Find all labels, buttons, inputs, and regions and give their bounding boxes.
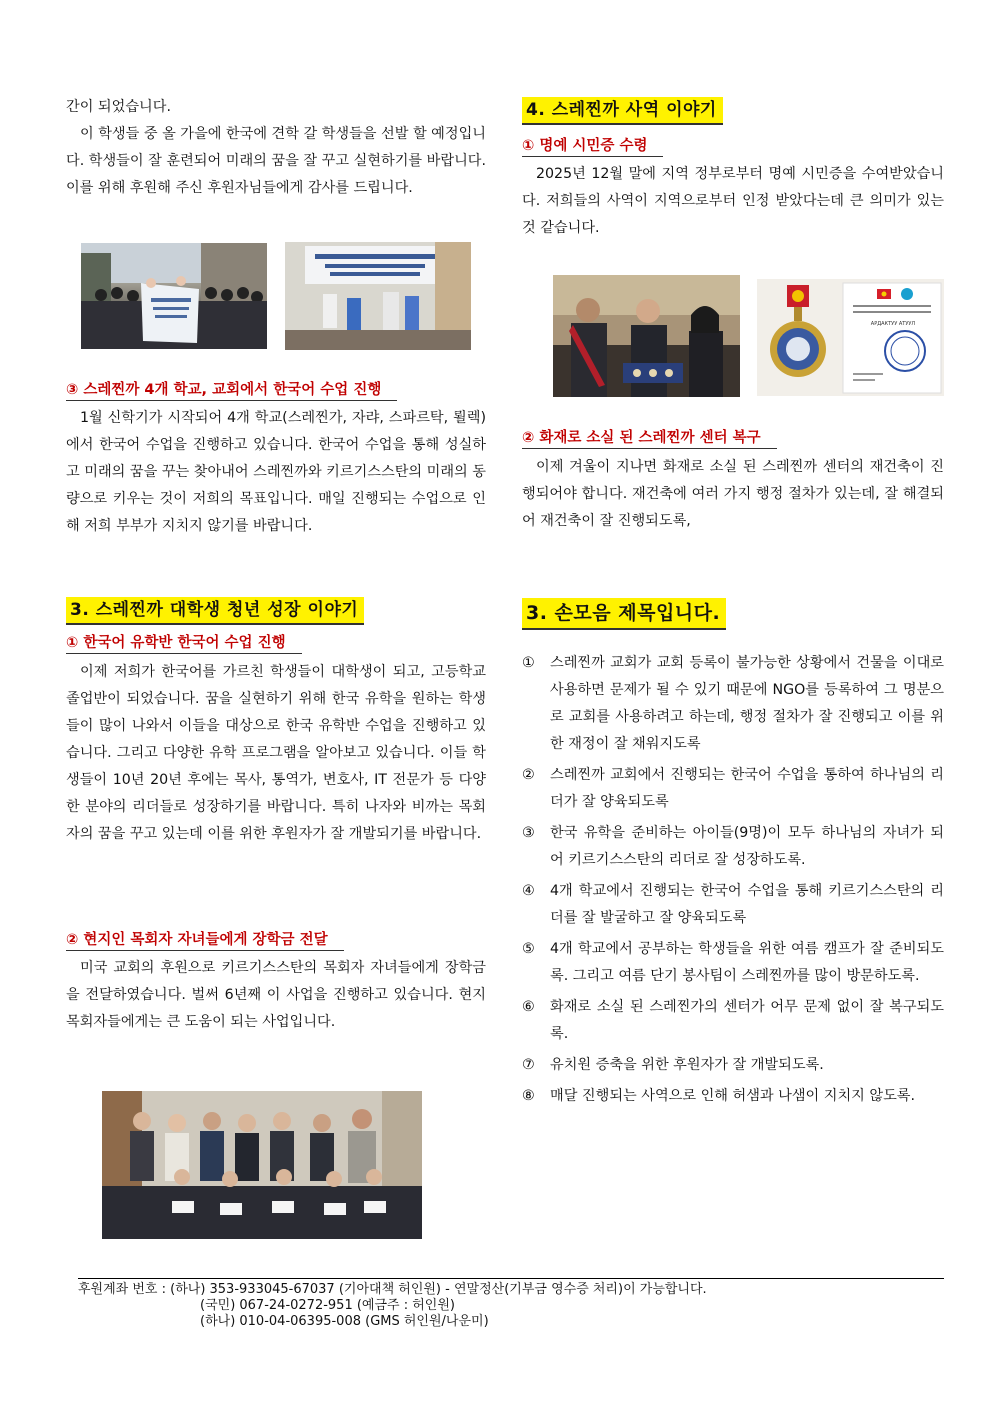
medal-certificate-photo xyxy=(757,279,944,396)
intro-paragraph-2: 이 학생들 중 올 가을에 한국에 견학 갈 학생들을 선발 할 예정입니다. 학생들이 잘 훈련되어 미래의 꿈을 잘 꾸고 실현하기를 바랍니다. 이를 위해 후원해 주신 후원자님들에게 감사를 드립니다. xyxy=(66,126,486,196)
account-line-2: (국민) 067-24-0272-951 (예금주 : 허인원) xyxy=(200,1298,455,1313)
prayer-item: ⑤ 4개 학교에서 공부하는 학생들을 위한 여름 캠프가 잘 준비되도록. 그리고 여름 단기 봉사팀이 스레찐까를 많이 방문하도록. xyxy=(522,941,944,984)
indoor-class-photo xyxy=(285,242,471,350)
prayer-item: ⑥ 화재로 소실 된 스레찐가의 센터가 어무 문제 없이 잘 복구되도록. xyxy=(522,999,944,1042)
section-title-university-youth: 3. 스레찐까 대학생 청년 성장 이야기 xyxy=(66,597,364,625)
prayer-item: ⑦ 유치원 증축을 위한 후원자가 잘 개발되도록. xyxy=(522,1057,824,1073)
scholarship-group-photo xyxy=(102,1091,422,1239)
intro-paragraph: 간이 되었습니다. xyxy=(66,99,171,115)
korean-classes-paragraph: 1월 신학기가 시작되어 4개 학교(스레찐가, 자랴, 스파르탁, 뢸렉)에서 한국어 수업을 진행하고 있습니다. 한국어 수업을 통해 성실하고 미래의 꿈을 꾸는 찾아내어 스레찐까와 키르기스스탄의 미래의 동량으로 키우는 것이 저희의 목표입니다. 매일 진행되는 수업으로 인해 저희 부부가 지치지 않기를 바랍니다. xyxy=(66,410,486,534)
fire-center-paragraph: 이제 겨울이 지나면 화재로 소실 된 스레찐까 센터의 재건축이 진행되어야 합니다. 재건축에 여러 가지 행정 절차가 있는데, 잘 해결되어 재건축이 잘 진행되도록, xyxy=(522,459,944,529)
section-title-prayer: 3. 손모음 제목입니다. xyxy=(522,598,726,630)
subsection-title-honorary-citizen: ① 명예 시민증 수령 xyxy=(522,136,663,157)
account-line-1: 후원계좌 번호 : (하나) 353-933045-67037 (기아대책 허인원) - 연말정산(기부금 영수증 처리)이 가능합니다. xyxy=(78,1282,707,1297)
prayer-item: ④ 4개 학교에서 진행되는 한국어 수업을 통해 키르기스스탄의 리더를 잘 발굴하고 잘 양육되도록 xyxy=(522,883,944,926)
honorary-citizen-paragraph: 2025년 12월 말에 지역 정부로부터 명예 시민증을 수여받았습니다. 저희들의 사역이 지역으로부터 인정 받았다는데 큰 의미가 있는 것 같습니다. xyxy=(522,166,944,236)
subsection-title-study-abroad: ① 한국어 유학반 한국어 수업 진행 xyxy=(66,633,302,654)
prayer-item: ② 스레찐까 교회에서 진행되는 한국어 수업을 통하여 하나님의 리더가 잘 양육되도록 xyxy=(522,767,944,810)
account-line-3: (하나) 010-04-06395-008 (GMS 허인원/나운미) xyxy=(200,1314,489,1329)
subsection-title-fire-center: ② 화재로 소실 된 스레찐까 센터 복구 xyxy=(522,428,777,449)
subsection-title-scholarship: ② 현지인 목회자 자녀들에게 장학금 전달 xyxy=(66,930,344,951)
donation-account-footer xyxy=(78,1278,944,1330)
scholarship-paragraph: 미국 교회의 후원으로 키르기스스탄의 목회자 자녀들에게 장학금을 전달하였습니다. 벌써 6년째 이 사업을 진행하고 있습니다. 현지 목회자들에게는 큰 도움이 되는 사업입니다. xyxy=(66,960,486,1030)
subsection-title-korean-classes: ③ 스레찐까 4개 학교, 교회에서 한국어 수업 진행 xyxy=(66,380,397,401)
winter-camp-group-photo xyxy=(81,243,267,349)
award-ceremony-photo xyxy=(553,275,740,397)
prayer-item: ① 스레찐까 교회가 교회 등록이 불가능한 상황에서 건물을 이대로 사용하면 문제가 될 수 있기 때문에 NGO를 등록하여 그 명분으로 교회를 사용하려고 하는데, 행정 절차가 잘 진행되고 이를 위한 재정이 잘 채워지도록 xyxy=(522,655,944,752)
study-abroad-paragraph: 이제 저희가 한국어를 가르친 학생들이 대학생이 되고, 고등학교 졸업반이 되었습니다. 꿈을 실현하기 위해 한국 유학을 원하는 학생들이 많이 나와서 이들을 대상으로 한국 유학반 수업을 진행하고 있습니다. 그리고 다양한 유학 프로그램을 알아보고 있습니다. 이들 학생들이 10년 20년 후에는 목사, 통역가, 변호사, IT 전문가 등 다양한 분야의 리더들로 성장하기를 바랍니다. 특히 나자와 비까는 목회자의 꿈을 꾸고 있는데 이를 위한 후원자가 잘 개발되기를 바랍니다. xyxy=(66,664,486,842)
prayer-list xyxy=(522,650,944,1114)
section-title-ministry: 4. 스레찐까 사역 이야기 xyxy=(522,97,723,125)
prayer-item: ⑧ 매달 진행되는 사역으로 인해 허샘과 나샘이 지치지 않도록. xyxy=(522,1088,916,1104)
certificate-title-text: АРДАКТУУ АТУУЛ xyxy=(870,321,916,327)
prayer-item: ③ 한국 유학을 준비하는 아이들(9명)이 모두 하나님의 자녀가 되어 키르기스스탄의 리더로 잘 성장하도록. xyxy=(522,825,944,868)
